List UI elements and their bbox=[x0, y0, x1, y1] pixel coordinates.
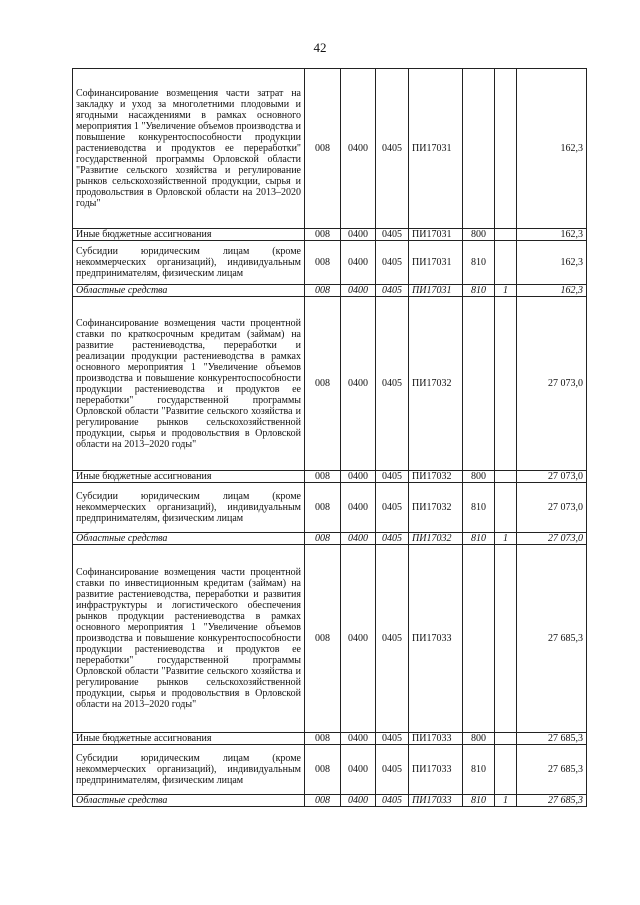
cell-section: 0400 bbox=[341, 229, 376, 241]
cell-expense-type bbox=[463, 69, 495, 229]
table-row bbox=[73, 69, 587, 229]
cell-amount: 27 073,0 bbox=[517, 533, 587, 545]
cell-expense-type: 800 bbox=[463, 229, 495, 241]
cell-amount: 27 073,0 bbox=[517, 483, 587, 533]
table-row bbox=[73, 471, 587, 483]
table-row bbox=[73, 241, 587, 285]
cell-amount: 27 685,3 bbox=[517, 545, 587, 733]
cell-expense-type: 810 bbox=[463, 533, 495, 545]
cell-expense-type bbox=[463, 545, 495, 733]
cell-subsection: 0405 bbox=[376, 533, 409, 545]
cell-source-code bbox=[495, 545, 517, 733]
cell-subsection: 0405 bbox=[376, 745, 409, 795]
cell-target-article: ПИ17033 bbox=[409, 545, 463, 733]
cell-name: Областные средства bbox=[73, 795, 305, 807]
cell-amount: 27 685,3 bbox=[517, 745, 587, 795]
cell-target-article: ПИ17032 bbox=[409, 297, 463, 471]
cell-section: 0400 bbox=[341, 733, 376, 745]
cell-target-article: ПИ17032 bbox=[409, 471, 463, 483]
cell-subsection: 0405 bbox=[376, 483, 409, 533]
cell-amount: 162,3 bbox=[517, 229, 587, 241]
cell-section: 0400 bbox=[341, 69, 376, 229]
cell-name: Субсидии юридическим лицам (кроме некоммерческих организаций), индивидуальным предпринимателям, физическим лицам bbox=[73, 483, 305, 533]
cell-subsection: 0405 bbox=[376, 69, 409, 229]
cell-amount: 27 685,3 bbox=[517, 733, 587, 745]
cell-section: 0400 bbox=[341, 471, 376, 483]
cell-section: 0400 bbox=[341, 545, 376, 733]
cell-expense-type: 800 bbox=[463, 733, 495, 745]
table-row bbox=[73, 483, 587, 533]
cell-amount: 27 073,0 bbox=[517, 297, 587, 471]
cell-section: 0400 bbox=[341, 285, 376, 297]
cell-source-code: 1 bbox=[495, 285, 517, 297]
cell-expense-type: 810 bbox=[463, 285, 495, 297]
cell-grbs: 008 bbox=[305, 483, 341, 533]
cell-section: 0400 bbox=[341, 297, 376, 471]
cell-source-code: 1 bbox=[495, 533, 517, 545]
cell-source-code bbox=[495, 241, 517, 285]
budget-table bbox=[72, 68, 587, 807]
cell-source-code bbox=[495, 745, 517, 795]
cell-subsection: 0405 bbox=[376, 471, 409, 483]
budget-table-body bbox=[73, 69, 587, 807]
table-row bbox=[73, 297, 587, 471]
cell-target-article: ПИ17033 bbox=[409, 733, 463, 745]
cell-source-code: 1 bbox=[495, 795, 517, 807]
cell-target-article: ПИ17031 bbox=[409, 69, 463, 229]
cell-grbs: 008 bbox=[305, 745, 341, 795]
cell-section: 0400 bbox=[341, 533, 376, 545]
cell-target-article: ПИ17031 bbox=[409, 285, 463, 297]
table-row bbox=[73, 745, 587, 795]
cell-amount: 162,3 bbox=[517, 241, 587, 285]
cell-target-article: ПИ17033 bbox=[409, 795, 463, 807]
page-number: 42 bbox=[313, 40, 327, 55]
cell-target-article: ПИ17032 bbox=[409, 533, 463, 545]
cell-name: Субсидии юридическим лицам (кроме некоммерческих организаций), индивидуальным предпринимателям, физическим лицам bbox=[73, 745, 305, 795]
cell-grbs: 008 bbox=[305, 545, 341, 733]
cell-grbs: 008 bbox=[305, 533, 341, 545]
cell-grbs: 008 bbox=[305, 795, 341, 807]
cell-name: Иные бюджетные ассигнования bbox=[73, 471, 305, 483]
cell-amount: 162,3 bbox=[517, 69, 587, 229]
cell-grbs: 008 bbox=[305, 229, 341, 241]
cell-name: Областные средства bbox=[73, 533, 305, 545]
cell-name: Иные бюджетные ассигнования bbox=[73, 229, 305, 241]
cell-name: Софинансирование возмещения части затрат на закладку и уход за многолетними плодовыми и ягодными насаждениями в рамках основного мероприятия 1 "Увеличение объемов производства и повышение конкурентоспособности продукции растениеводства и продуктов ее переработки" государственной программы Орловской области "Развитие сельского хозяйства и регулирование рынков сельскохозяйственной продукции, сырья и продовольствия в Орловской области на 2013–2020 годы" bbox=[73, 69, 305, 229]
cell-subsection: 0405 bbox=[376, 241, 409, 285]
cell-amount: 162,3 bbox=[517, 285, 587, 297]
cell-target-article: ПИ17032 bbox=[409, 483, 463, 533]
cell-source-code bbox=[495, 471, 517, 483]
cell-name: Субсидии юридическим лицам (кроме некоммерческих организаций), индивидуальным предпринимателям, физическим лицам bbox=[73, 241, 305, 285]
cell-source-code bbox=[495, 733, 517, 745]
cell-amount: 27 073,0 bbox=[517, 471, 587, 483]
cell-target-article: ПИ17033 bbox=[409, 745, 463, 795]
cell-source-code bbox=[495, 229, 517, 241]
cell-name: Иные бюджетные ассигнования bbox=[73, 733, 305, 745]
cell-name: Софинансирование возмещения части процентной ставки по краткосрочным кредитам (займам) на развитие растениеводства, переработки и реализации продукции растениеводства в рамках основного мероприятия 1 "Увеличение объемов производства и повышение конкурентоспособности продукции растениеводства и продуктов ее переработки" государственной программы Орловской области "Развитие сельского хозяйства и регулирование рынков сельскохозяйственной продукции, сырья и продовольствия в Орловской области на 2013–2020 годы" bbox=[73, 297, 305, 471]
table-row bbox=[73, 795, 587, 807]
cell-subsection: 0405 bbox=[376, 229, 409, 241]
cell-subsection: 0405 bbox=[376, 285, 409, 297]
cell-grbs: 008 bbox=[305, 297, 341, 471]
cell-subsection: 0405 bbox=[376, 297, 409, 471]
cell-target-article: ПИ17031 bbox=[409, 229, 463, 241]
cell-expense-type: 810 bbox=[463, 241, 495, 285]
cell-subsection: 0405 bbox=[376, 795, 409, 807]
cell-expense-type: 810 bbox=[463, 745, 495, 795]
table-row bbox=[73, 733, 587, 745]
cell-target-article: ПИ17031 bbox=[409, 241, 463, 285]
cell-amount: 27 685,3 bbox=[517, 795, 587, 807]
cell-grbs: 008 bbox=[305, 471, 341, 483]
cell-expense-type: 800 bbox=[463, 471, 495, 483]
cell-section: 0400 bbox=[341, 745, 376, 795]
cell-expense-type: 810 bbox=[463, 795, 495, 807]
cell-grbs: 008 bbox=[305, 241, 341, 285]
cell-name: Областные средства bbox=[73, 285, 305, 297]
cell-source-code bbox=[495, 483, 517, 533]
cell-expense-type bbox=[463, 297, 495, 471]
cell-source-code bbox=[495, 69, 517, 229]
cell-subsection: 0405 bbox=[376, 733, 409, 745]
cell-grbs: 008 bbox=[305, 285, 341, 297]
cell-section: 0400 bbox=[341, 483, 376, 533]
cell-grbs: 008 bbox=[305, 733, 341, 745]
cell-section: 0400 bbox=[341, 241, 376, 285]
cell-grbs: 008 bbox=[305, 69, 341, 229]
cell-subsection: 0405 bbox=[376, 545, 409, 733]
cell-source-code bbox=[495, 297, 517, 471]
table-row bbox=[73, 229, 587, 241]
cell-name: Софинансирование возмещения части процентной ставки по инвестиционным кредитам (займам) на развитие растениеводства, переработки и развития инфраструктуры и логистического обеспечения рынков продукции растениеводства в рамках основного мероприятия 1 "Увеличение объемов производства и повышение конкурентоспособности продукции растениеводства и продуктов ее переработки" государственной программы Орловской области "Развитие сельского хозяйства и регулирование рынков сельскохозяйственной продукции, сырья и продовольствия в Орловской области на 2013–2020 годы" bbox=[73, 545, 305, 733]
cell-section: 0400 bbox=[341, 795, 376, 807]
table-row bbox=[73, 285, 587, 297]
table-row bbox=[73, 545, 587, 733]
table-row bbox=[73, 533, 587, 545]
cell-expense-type: 810 bbox=[463, 483, 495, 533]
